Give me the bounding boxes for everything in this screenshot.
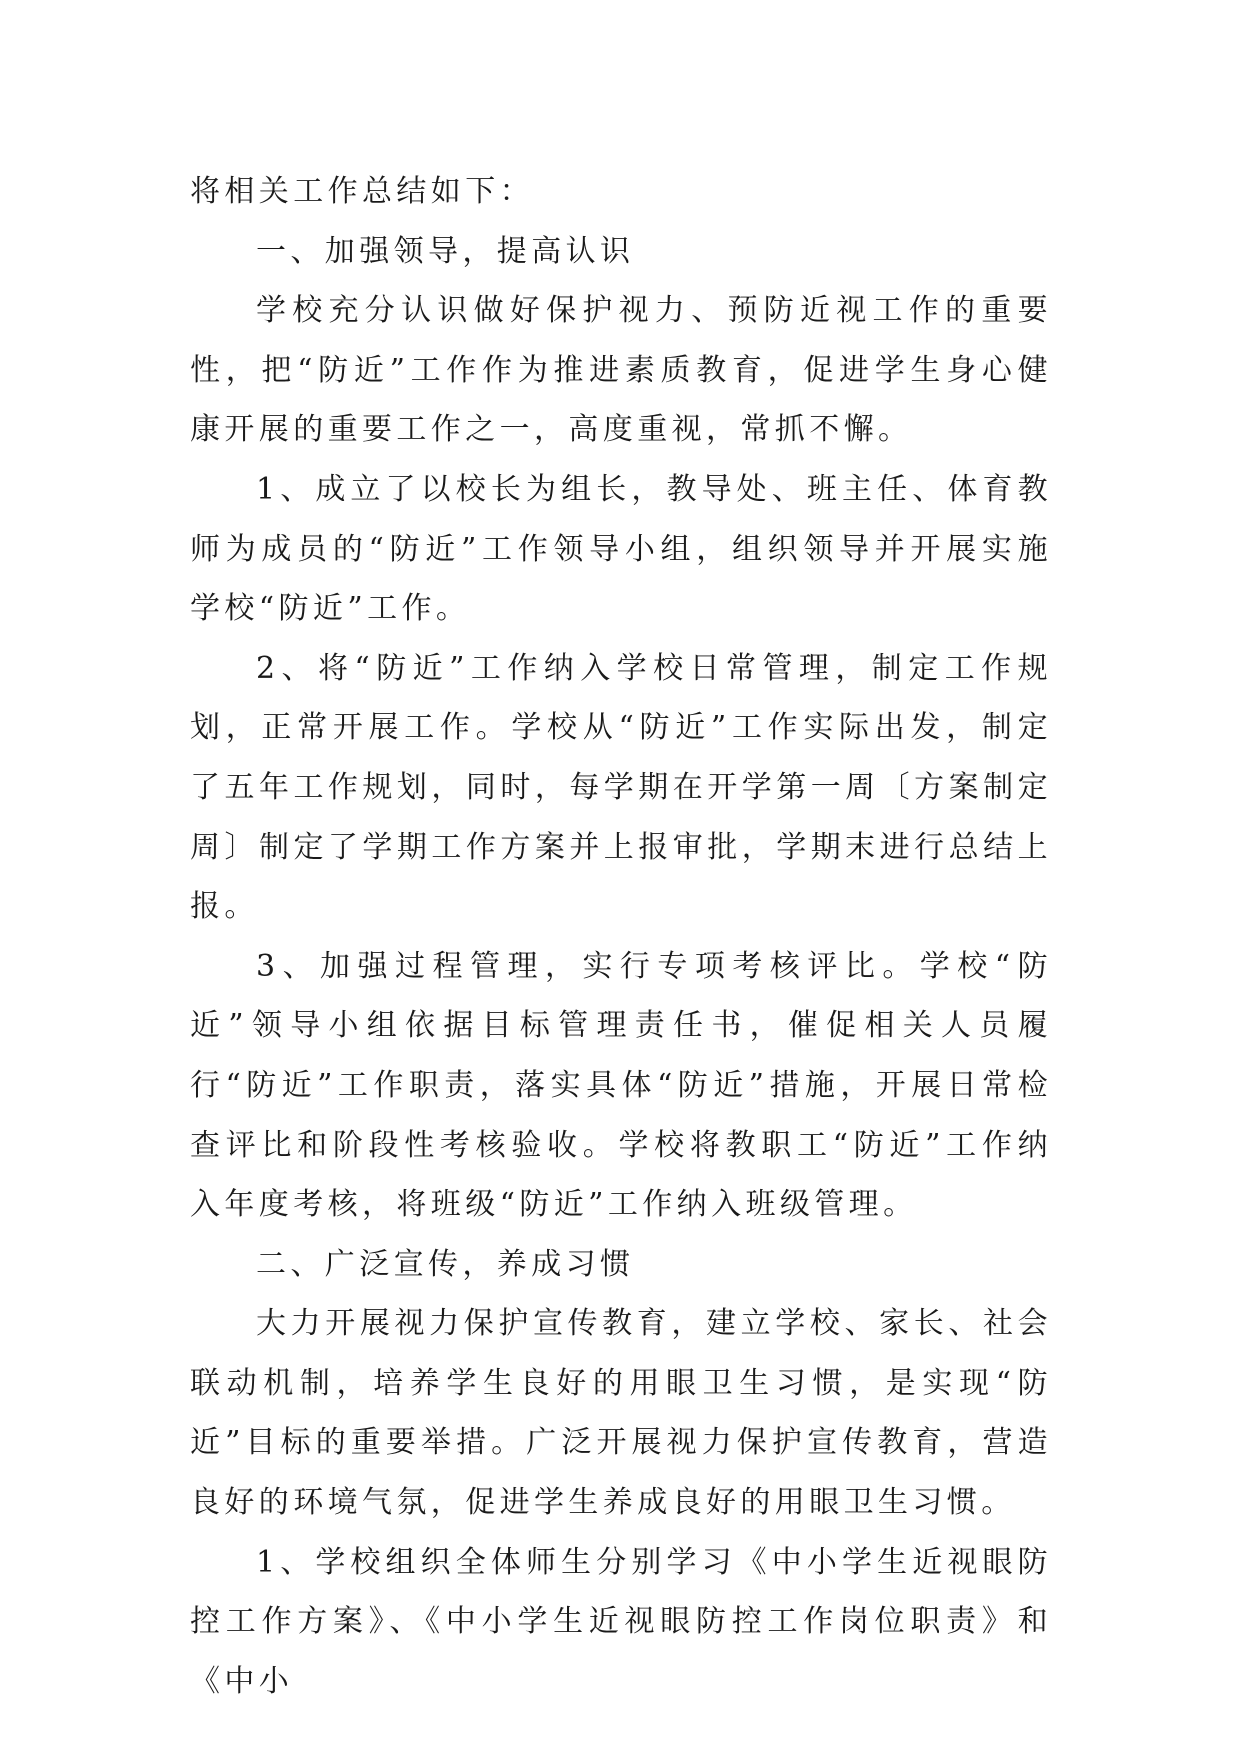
paragraph-item-1-1: 1、成立了以校长为组长，教导处、班主任、体育教师为成员的“防近”工作领导小组，组织领导并开展实施学校“防近”工作。 bbox=[190, 471, 1052, 627]
paragraph-item-1-2: 2、将“防近”工作纳入学校日常管理，制定工作规划，正常开展工作。学校从“防近”工作实际出发，制定了五年工作规划，同时，每学期在开学第一周〔方案制定周〕制定了学期工作方案并上报审批，学期末进行总结上报。 bbox=[190, 650, 1052, 925]
paragraph-section-1-intro: 学校充分认识做好保护视力、预防近视工作的重要性，把“防近”工作作为推进素质教育，促进学生身心健康开展的重要工作之一，高度重视，常抓不懈。 bbox=[190, 293, 1052, 448]
paragraph-section-2-intro: 大力开展视力保护宣传教育，建立学校、家长、社会联动机制，培养学生良好的用眼卫生习惯，是实现“防近”目标的重要举措。广泛开展视力保护宣传教育，营造良好的环境气氛，促进学生养成良好的用眼卫生习惯。 bbox=[190, 1306, 1052, 1521]
paragraph-intro: 将相关工作总结如下： bbox=[190, 174, 534, 209]
heading-section-1: 一、加强领导，提高认识 bbox=[256, 233, 635, 269]
heading-section-2: 二、广泛宣传，养成习惯 bbox=[256, 1246, 635, 1282]
paragraph-item-1-3: 3、加强过程管理，实行专项考核评比。学校“防近”领导小组依据目标管理责任书，催促相关人员履行“防近”工作职责，落实具体“防近”措施，开展日常检查评比和阶段性考核验收。学校将教职工“防近”工作纳入年度考核，将班级“防近”工作纳入班级管理。 bbox=[190, 948, 1052, 1223]
paragraph-item-2-1: 1、学校组织全体师生分别学习《中小学生近视眼防控工作方案》、《中小学生近视眼防控工作岗位职责》和《中小 bbox=[190, 1544, 1052, 1699]
document-body bbox=[190, 162, 1052, 1711]
